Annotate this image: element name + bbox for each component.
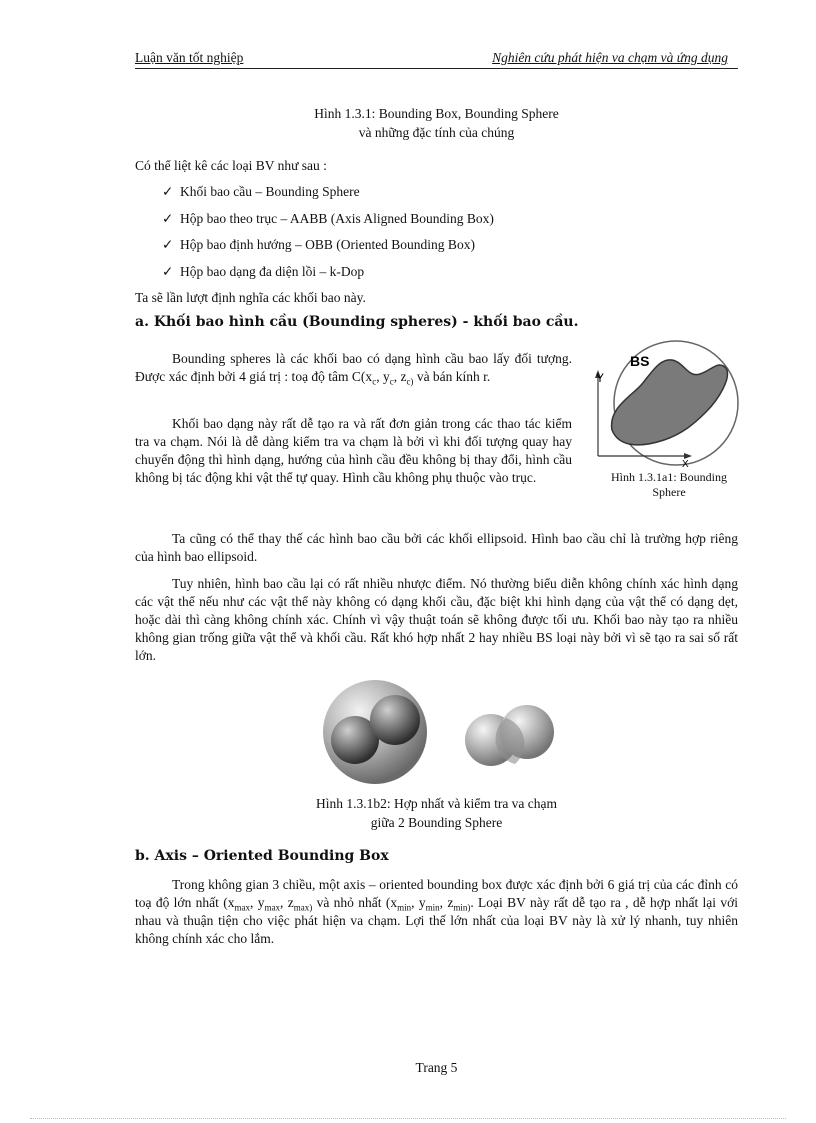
- page-number: Trang 5: [415, 1060, 458, 1075]
- inner-sphere-2: [370, 695, 420, 745]
- check-icon: ✓: [162, 237, 174, 252]
- bullet-list: [162, 184, 494, 290]
- intro-text: Có thể liệt kê các loại BV như sau :: [135, 158, 327, 173]
- fig1-caption: [135, 104, 738, 142]
- check-icon: ✓: [162, 184, 174, 199]
- bounding-sphere-diagram: [590, 338, 748, 468]
- section-a-title: a. Khối bao hình cầu (Bounding spheres) - khối bao cầu.: [135, 314, 579, 330]
- bounding-sphere-figure: [590, 338, 748, 468]
- after-list-text: Ta sẽ lần lượt định nghĩa các khối bao này.: [135, 290, 366, 305]
- y-axis-label: Y: [596, 371, 605, 385]
- header-left: Luận văn tốt nghiệp: [135, 50, 244, 65]
- fig-a1-caption: Hình 1.3.1a1: Bounding Sphere: [611, 470, 727, 499]
- sphere-merge-figure: [313, 680, 559, 790]
- fig1-caption-line1: Hình 1.3.1: Bounding Box, Bounding Sphere: [314, 106, 559, 121]
- section-a-p3: Ta cũng có thể thay thế các hình bao cầu bởi các khối ellipsoid. Hình bao cầu chỉ là trường hợp riêng của hình bao ellipsoid.: [135, 531, 738, 564]
- section-a-p4: Tuy nhiên, hình bao cầu lại có rất nhiều nhược điểm. Nó thường biểu diễn không chính xác hình dạng các vật thể nếu như các vật thể này không có dạng khối cầu, đặc biệt khi hình dạng của vật thể có dạng dẹt, hoặc dài thì càng không chính xác. Chính vì vậy thuật toán sẽ không được tối ưu. Khối bao này tạo ra nhiều không gian trống giữa vật thể và khối cầu. Rất khó hợp nhất 2 hay nhiều BS loại này bởi vì sẽ tạo ra sai số rất lớn.: [135, 576, 738, 663]
- section-b-p1: Trong không gian 3 chiều, một axis – oriented bounding box được xác định bởi 6 giá trị của các đỉnh có toạ độ lớn nhất ($x_{max}$, $y_{max}$, $z_{max)}$ và nhỏ nhất ($x_{min}$, $y_{min}$, $z_{min)}$. Loại BV này rất dễ tạo ra , dễ hợp nhất lại với nhau và thuận tiện cho việc phát hiện va chạm. Lợi thế lớn nhất của loại BV này là xử lý nhanh, tuy nhiên không chính xác cho lắm.: [135, 877, 739, 946]
- check-icon: ✓: [162, 263, 174, 279]
- list-item: ✓ Khối bao cầu – Bounding Sphere: [162, 184, 360, 199]
- list-item: ✓ Hộp bao theo trục – AABB (Axis Aligned Bounding Box): [162, 210, 494, 226]
- page-header: [135, 50, 738, 69]
- list-item: ✓ Hộp bao dạng đa diện lồi – k-Dop: [162, 263, 365, 279]
- fig2-caption: Hình 1.3.1b2: Hợp nhất và kiểm tra va chạm giữa 2 Bounding Sphere: [315, 796, 558, 830]
- sphere-merge-image: [313, 680, 559, 790]
- bs-label: BS: [630, 353, 650, 369]
- x-axis-label: X: [682, 459, 689, 468]
- section-a-p1: Bounding spheres là các khối bao có dạng hình cầu bao lấy đối tượng. Được xác định bởi 4 giá trị : toạ độ tâm $C(x_c$, $y_c$, $z_{c)}$ và bán kính r.: [135, 351, 572, 387]
- section-b-title: b. Axis – Oriented Bounding Box: [135, 848, 389, 864]
- list-item: ✓ Hộp bao định hướng – OBB (Oriented Bounding Box): [162, 237, 475, 252]
- section-a-p2: Khối bao dạng này rất dễ tạo ra và rất đơn giản trong các thao tác kiểm tra va chạm. Nói là dễ dàng kiểm tra va chạm là bởi vì khi đối tượng quay hay chuyển động thì hình dạng, hướng của hình cầu đều không bị thay đổi, hình cầu không bị tác động khi vật thể tự quay. Hình cầu không phụ thuộc vào trục.: [135, 416, 572, 485]
- fig1-caption-line2: và những đặc tính của chúng: [358, 125, 515, 140]
- page-bottom-divider: [30, 1118, 786, 1119]
- header-right: Nghiên cứu phát hiện va chạm và ứng dụng: [492, 50, 728, 65]
- check-icon: ✓: [162, 210, 174, 226]
